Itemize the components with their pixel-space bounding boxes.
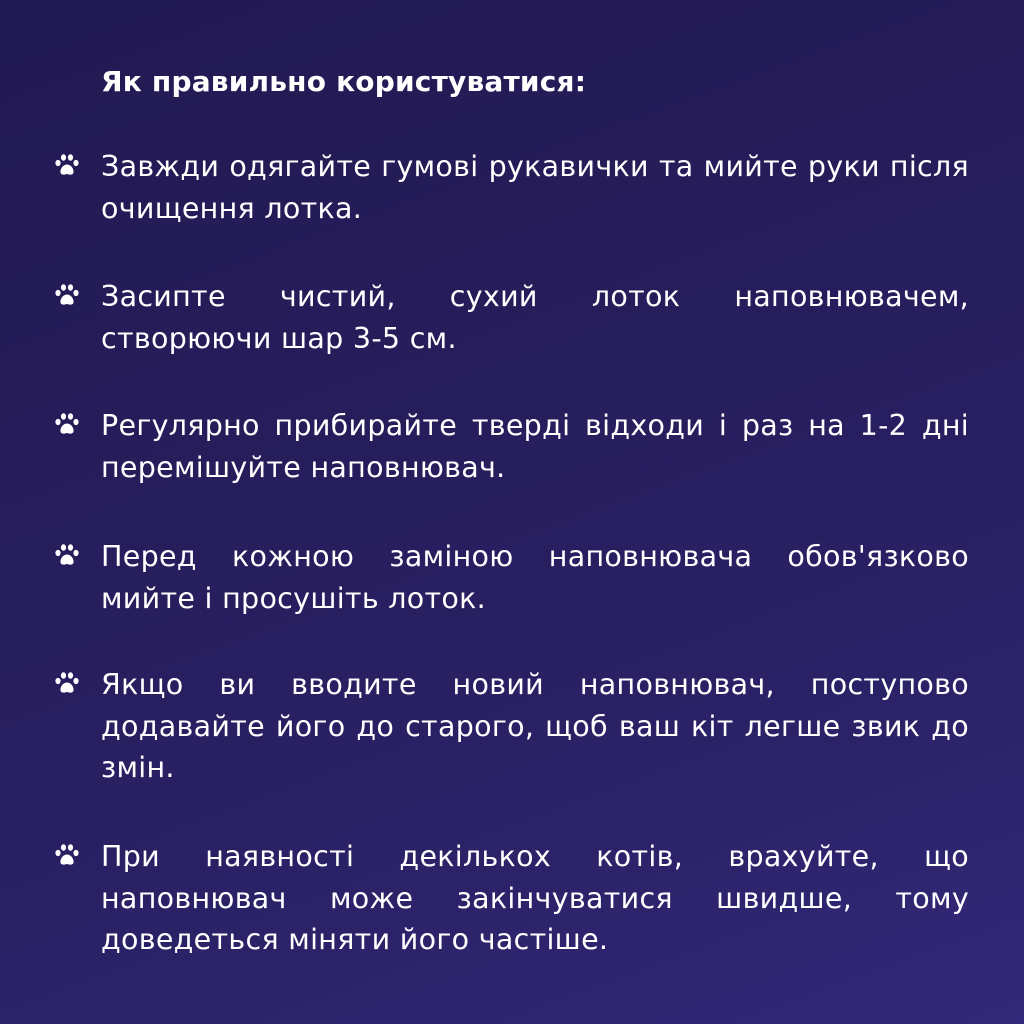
paw-icon (52, 411, 82, 439)
tip-text: Завжди одягайте гумові рукавички та мийте руки після очищення лотка. (101, 150, 969, 225)
tip-text: Регулярно прибирайте тверді відходи і раз на 1-2 дні перемішуйте наповнювач. (101, 409, 969, 484)
paw-icon (52, 152, 82, 180)
page-title: Як правильно користуватися: (101, 65, 587, 98)
tip-text: Засипте чистий, сухий лоток наповнювачем, створюючи шар 3-5 см. (101, 280, 969, 355)
paw-icon (52, 842, 82, 870)
tip-text: При наявності декількох котів, врахуйте, що наповнювач може закінчуватися швидше, тому доведеться міняти його частіше. (101, 840, 969, 956)
paw-icon (52, 282, 82, 310)
paw-icon (52, 670, 82, 698)
paw-icon (52, 542, 82, 570)
tip-text: Перед кожною заміною наповнювача обов'язково мийте і просушіть лоток. (101, 540, 969, 615)
tip-text: Якщо ви вводите новий наповнювач, поступово додавайте його до старого, щоб ваш кіт легше звик до змін. (101, 668, 969, 784)
